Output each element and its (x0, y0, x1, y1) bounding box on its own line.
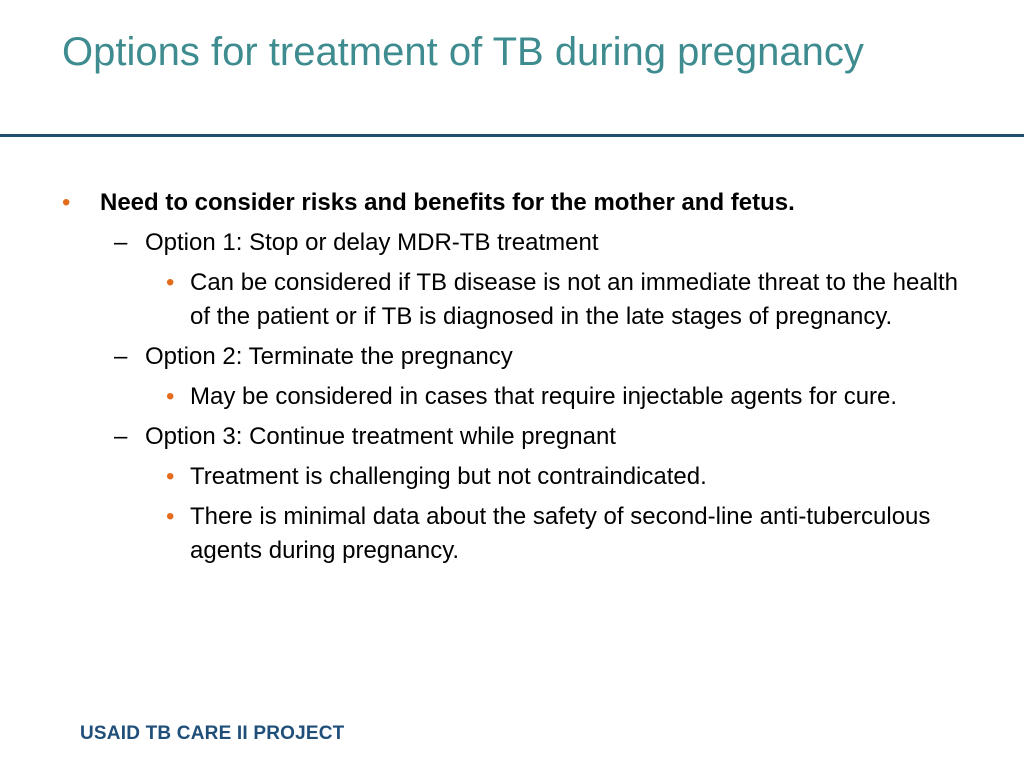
sub-sub-bullet-item (166, 500, 970, 568)
bullet-list (0, 186, 1024, 568)
sub-sub-bullet-item (166, 380, 970, 414)
bullet-marker: • (62, 189, 71, 216)
footer-project-name: USAID TB CARE II PROJECT (80, 723, 345, 744)
sub-sub-bullet-text: May be considered in cases that require injectable agents for cure. (190, 383, 898, 410)
title-divider (0, 134, 1024, 137)
dash-marker: – (114, 229, 128, 256)
sub-bullet-item (114, 340, 975, 374)
sub-sub-bullet-text: Treatment is challenging but not contraindicated. (190, 463, 707, 490)
dash-marker: – (114, 423, 128, 450)
sub-bullet-item (114, 420, 975, 454)
sub-sub-bullet-text: Can be considered if TB disease is not an immediate threat to the health of the patient or if TB is diagnosed in the late stages of pregnancy. (190, 269, 959, 330)
bullet-text: Need to consider risks and benefits for the mother and fetus. (100, 189, 795, 216)
bullet-marker: • (166, 463, 175, 490)
sub-sub-bullet-item (166, 266, 970, 334)
bullet-marker: • (166, 383, 175, 410)
sub-bullet-text: Option 3: Continue treatment while pregnant (145, 423, 616, 450)
sub-bullet-text: Option 2: Terminate the pregnancy (145, 343, 513, 370)
slide-title: Options for treatment of TB during pregnancy (62, 30, 864, 74)
bullet-marker: • (166, 503, 175, 530)
bullet-item (62, 186, 980, 220)
sub-bullet-text: Option 1: Stop or delay MDR-TB treatment (145, 229, 599, 256)
dash-marker: – (114, 343, 128, 370)
bullet-marker: • (166, 269, 175, 296)
sub-bullet-item (114, 226, 975, 260)
sub-sub-bullet-item (166, 460, 970, 494)
sub-sub-bullet-text: There is minimal data about the safety of second-line anti-tuberculous agents during pregnancy. (190, 503, 931, 564)
